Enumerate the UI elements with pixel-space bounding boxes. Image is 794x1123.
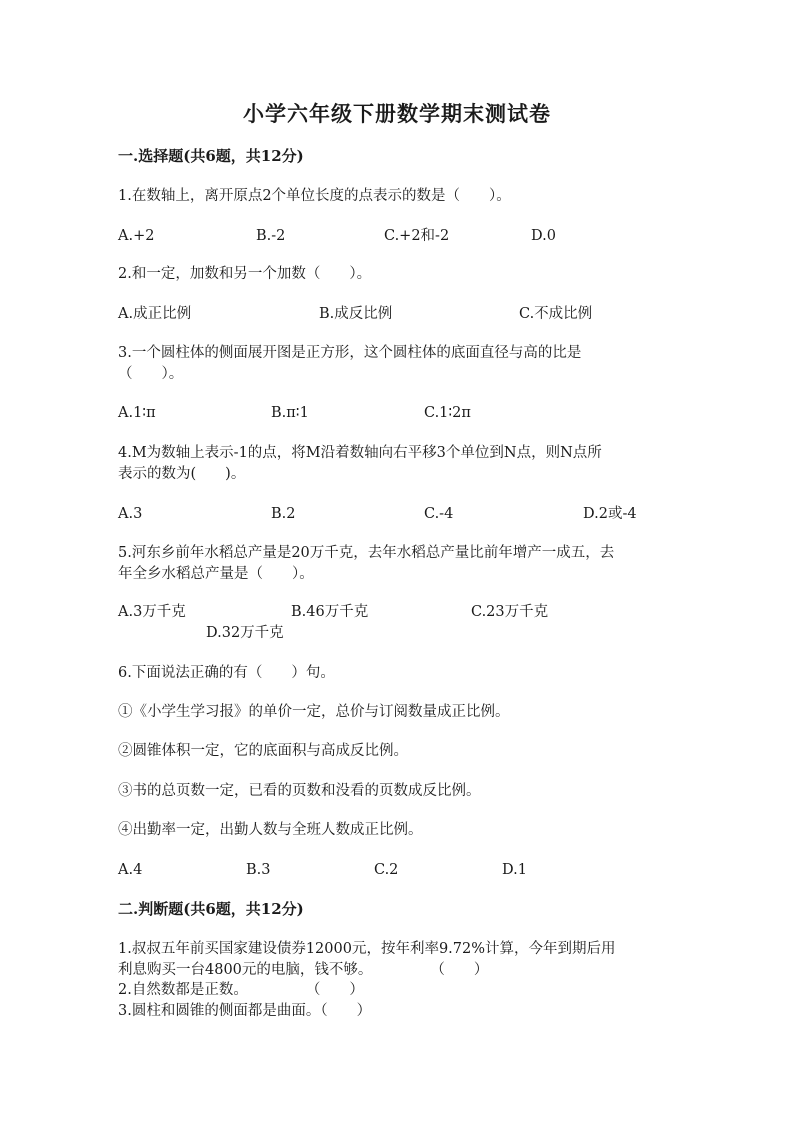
section-heading-judgment: 二.判断题(共6题，共12分) (118, 900, 304, 918)
q6-statement-4: ④出勤率一定，出勤人数与全班人数成正比例。 (118, 822, 423, 838)
q5-option-a: A.3万千克 (118, 604, 186, 620)
question-5-stem-line1: 5.河东乡前年水稻总产量是20万千克，去年水稻总产量比前年增产一成五，去 (118, 545, 615, 561)
q4-option-d: D.2或-4 (583, 506, 637, 522)
q6-option-c: C.2 (374, 862, 399, 878)
q3-option-c: C.1∶2π (424, 405, 471, 421)
judgment-1-line1: 1.叔叔五年前买国家建设债券12000元，按年利率9.72%计算，今年到期后用 (118, 941, 616, 957)
q1-option-b: B.-2 (256, 228, 286, 244)
q1-option-d: D.0 (531, 228, 556, 244)
q4-option-c: C.-4 (424, 506, 454, 522)
q4-option-b: B.2 (271, 506, 296, 522)
q3-option-a: A.1∶π (118, 405, 156, 421)
question-4-stem-line1: 4.M为数轴上表示-1的点，将M沿着数轴向右平移3个单位到N点，则N点所 (118, 445, 602, 461)
question-6-stem: 6.下面说法正确的有（ ）句。 (118, 665, 335, 681)
q6-statement-1: ①《小学生学习报》的单价一定，总价与订阅数量成正比例。 (118, 704, 510, 720)
section-heading-choice: 一.选择题(共6题，共12分) (118, 147, 304, 165)
q2-option-b: B.成反比例 (319, 306, 393, 322)
q6-option-b: B.3 (246, 862, 271, 878)
question-4-stem-line2: 表示的数为( )。 (118, 466, 246, 482)
q2-option-a: A.成正比例 (118, 306, 192, 322)
q6-statement-2: ②圆锥体积一定，它的底面积与高成反比例。 (118, 743, 408, 759)
q5-option-c: C.23万千克 (471, 604, 549, 620)
q2-option-c: C.不成比例 (519, 306, 593, 322)
q5-option-d: D.32万千克 (206, 625, 284, 641)
judgment-3: 3.圆柱和圆锥的侧面都是曲面。（ ） (118, 1003, 372, 1019)
question-3-stem-line2: （ ）。 (118, 366, 184, 382)
q6-statement-3: ③书的总页数一定，已看的页数和没看的页数成反比例。 (118, 783, 481, 799)
q3-option-b: B.π∶1 (271, 405, 309, 421)
q1-option-c: C.+2和-2 (384, 228, 450, 244)
judgment-1-line2: 利息购买一台4800元的电脑，钱不够。 （ ） (118, 962, 489, 978)
q5-option-b: B.46万千克 (291, 604, 369, 620)
q1-option-a: A.+2 (118, 228, 155, 244)
page-title: 小学六年级下册数学期末测试卷 (243, 101, 551, 126)
question-1-stem: 1.在数轴上，离开原点2个单位长度的点表示的数是（ ）。 (118, 188, 511, 204)
judgment-2: 2.自然数都是正数。 （ ） (118, 982, 364, 998)
question-3-stem-line1: 3.一个圆柱体的侧面展开图是正方形，这个圆柱体的底面直径与高的比是 (118, 345, 582, 361)
q4-option-a: A.3 (118, 506, 143, 522)
question-2-stem: 2.和一定，加数和另一个加数（ ）。 (118, 266, 372, 282)
question-5-stem-line2: 年全乡水稻总产量是（ ）。 (118, 566, 314, 582)
q6-option-a: A.4 (118, 862, 143, 878)
q6-option-d: D.1 (502, 862, 527, 878)
